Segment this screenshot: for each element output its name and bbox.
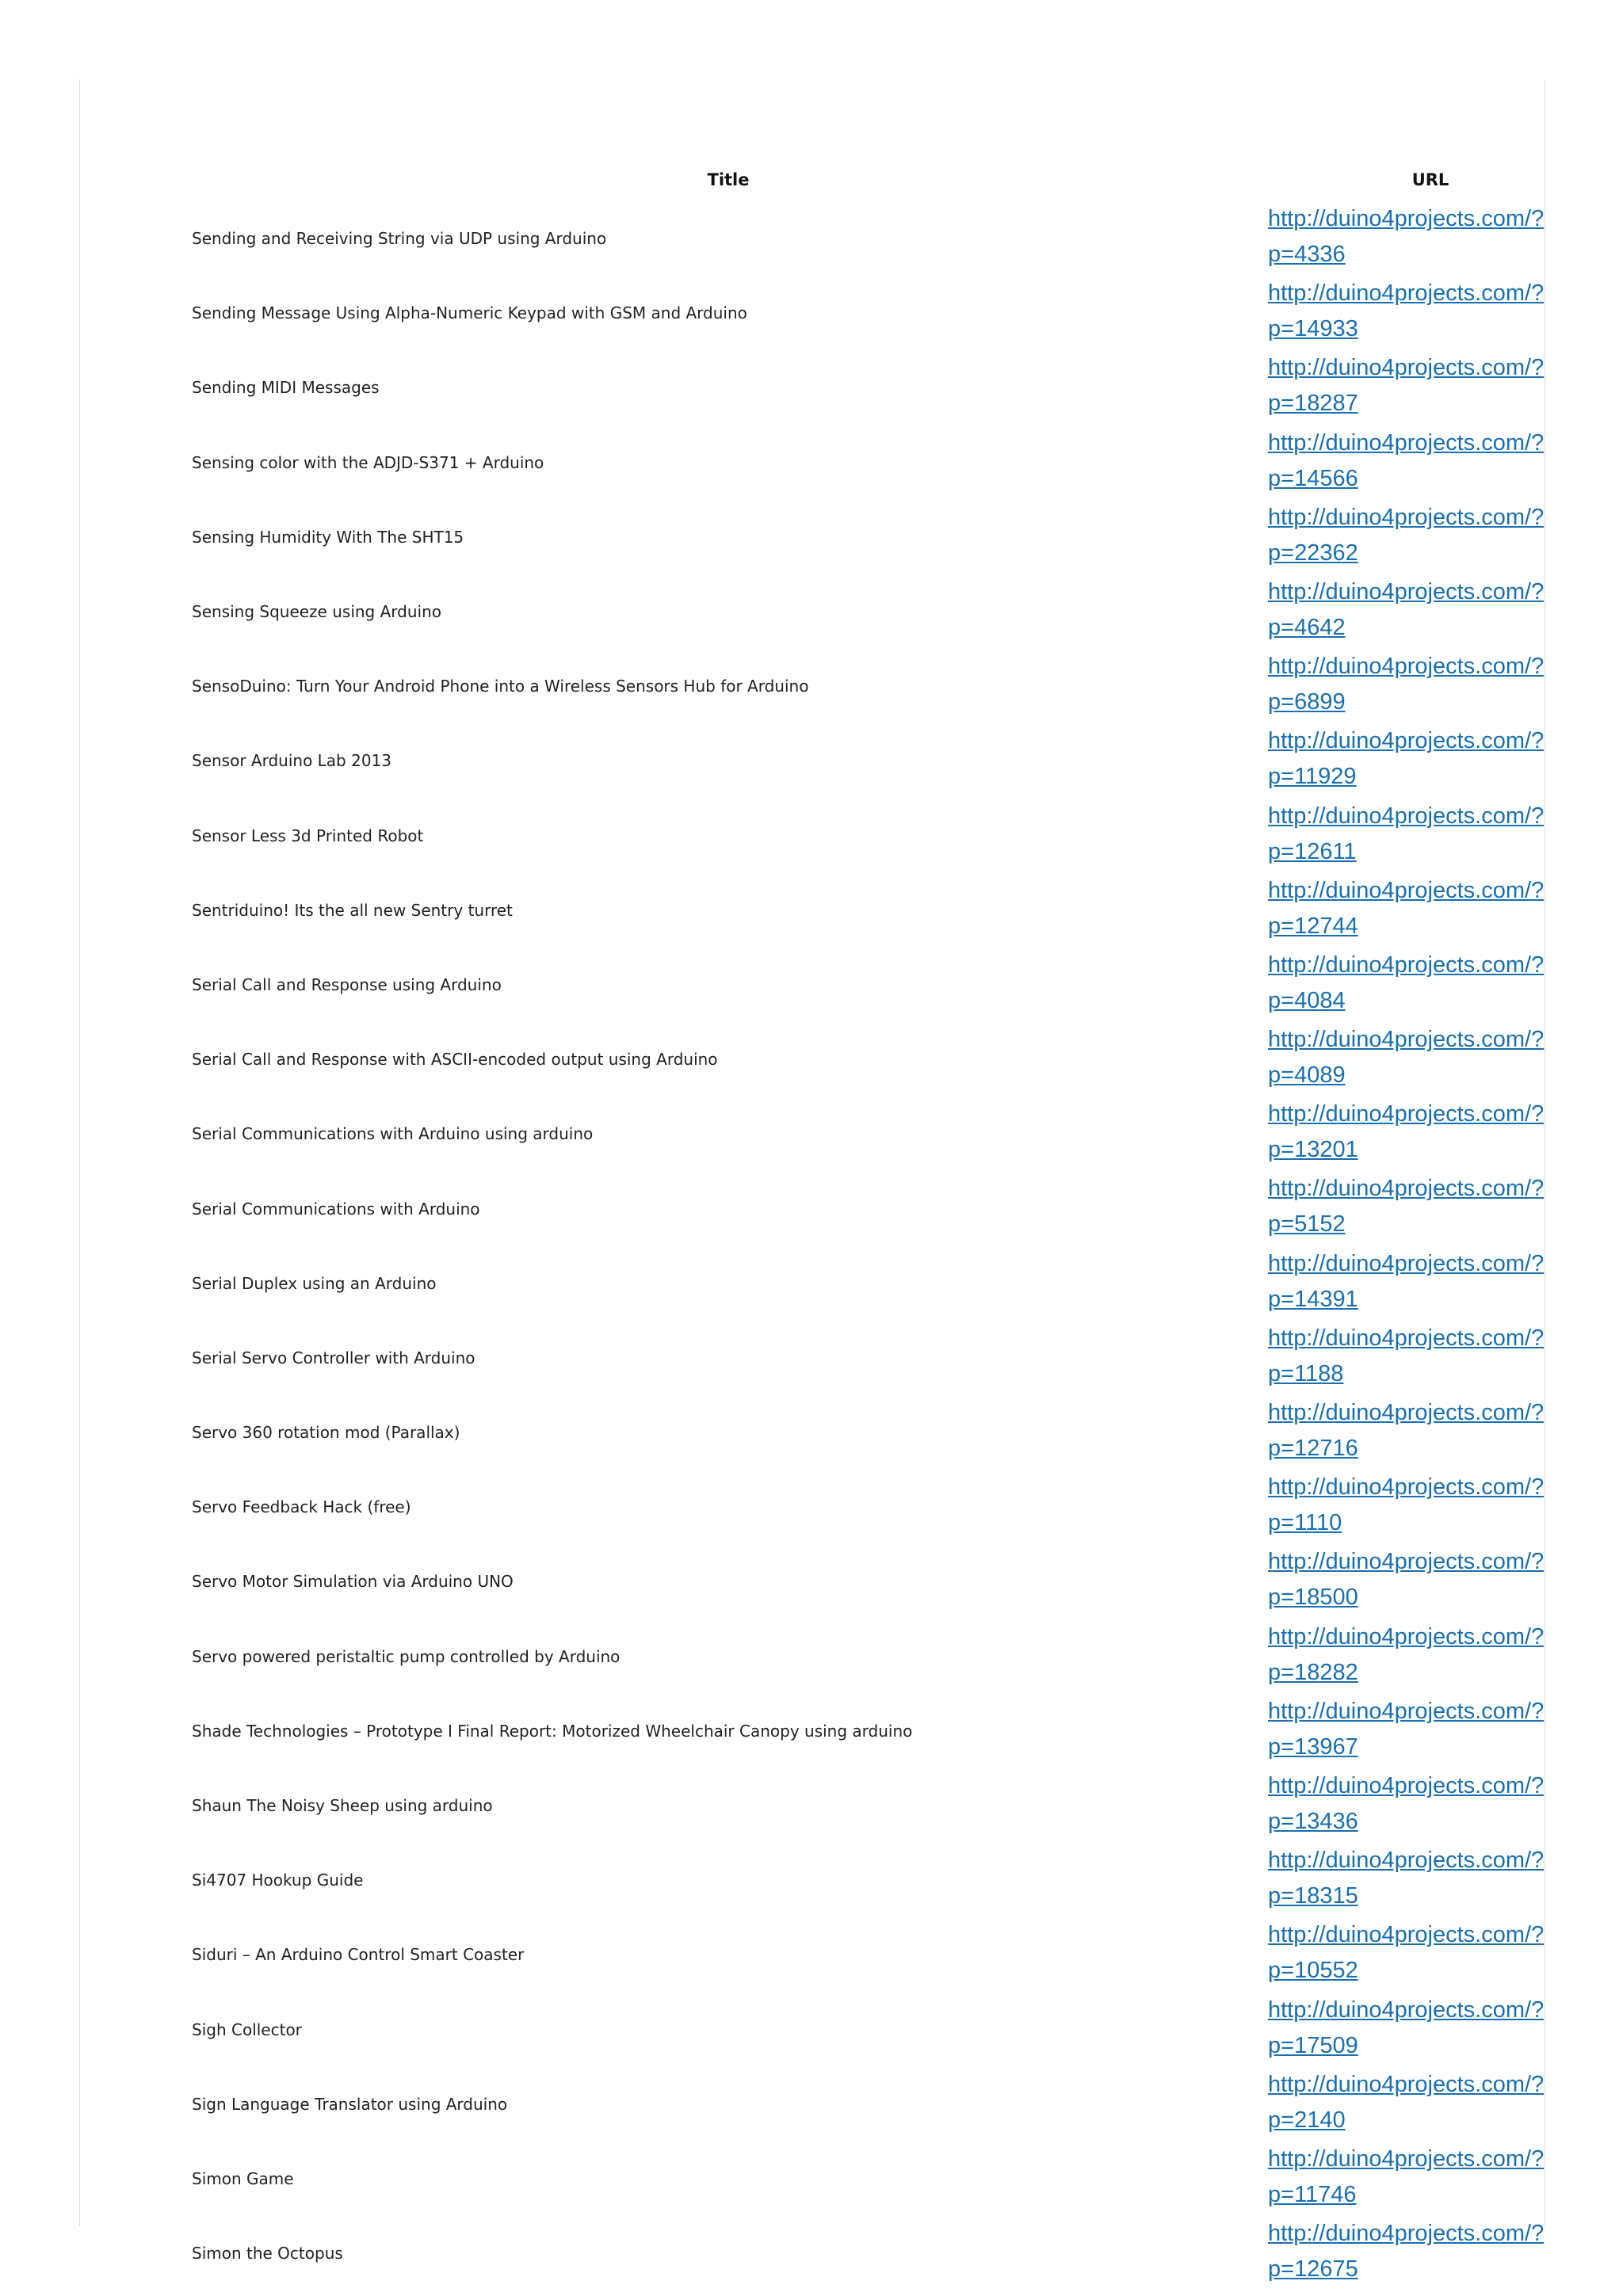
row-url-line1: http://duino4projects.com/? (1268, 1250, 1545, 1276)
row-url-link[interactable] (1268, 2142, 1553, 2213)
row-url-line1: http://duino4projects.com/? (1268, 1623, 1545, 1650)
row-title: Sigh Collector (192, 2019, 302, 2039)
table-row (80, 425, 1545, 500)
column-header-url: URL (1411, 170, 1449, 189)
row-url-line2: p=5152 (1268, 1211, 1346, 1238)
table-row (80, 1321, 1545, 1395)
row-url-line2: p=12716 (1268, 1436, 1358, 1461)
row-url-line1: http://duino4projects.com/? (1268, 1027, 1545, 1053)
row-url-link[interactable] (1268, 350, 1553, 421)
row-url-line2: p=18287 (1268, 391, 1358, 417)
row-url-line2: p=4084 (1268, 987, 1346, 1013)
table-row (80, 1246, 1545, 1321)
row-title: Serial Communications with Arduino (192, 1199, 480, 1219)
row-url-line1: http://duino4projects.com/? (1268, 280, 1545, 307)
row-url-link[interactable] (1268, 873, 1553, 944)
row-url-link[interactable] (1268, 1768, 1553, 1840)
row-url-line1: http://duino4projects.com/? (1268, 429, 1545, 456)
row-url-link[interactable] (1268, 2216, 1553, 2287)
table-row (80, 1768, 1545, 1843)
table-header (80, 168, 1545, 192)
row-url-line2: p=18282 (1268, 1659, 1358, 1685)
table-row (80, 873, 1545, 948)
row-url-link[interactable] (1268, 1321, 1553, 1392)
row-title: Sensing Squeeze using Arduino (192, 602, 441, 622)
row-url-link[interactable] (1268, 201, 1553, 273)
table-row (80, 1022, 1545, 1097)
row-url-line1: http://duino4projects.com/? (1268, 2221, 1545, 2247)
row-url-line2: p=12744 (1268, 913, 1358, 939)
row-url-line1: http://duino4projects.com/? (1268, 1400, 1545, 1425)
row-url-link[interactable] (1268, 425, 1553, 497)
row-url-link[interactable] (1268, 276, 1553, 347)
row-url-line2: p=14933 (1268, 316, 1358, 342)
row-url-line1: http://duino4projects.com/? (1268, 803, 1545, 829)
row-title: Siduri – An Arduino Control Smart Coaster (192, 1945, 525, 1965)
row-title: Shaun The Noisy Sheep using arduino (192, 1796, 493, 1816)
row-url-line1: http://duino4projects.com/? (1268, 355, 1545, 381)
row-url-line1: http://duino4projects.com/? (1268, 728, 1545, 754)
table-row (80, 1993, 1545, 2067)
row-url-line1: http://duino4projects.com/? (1268, 1922, 1545, 1948)
row-url-link[interactable] (1268, 948, 1553, 1019)
row-url-link[interactable] (1268, 1993, 1553, 2064)
row-title: Shade Technologies – Prototype I Final Report: Motorized Wheelchair Canopy using arduino (192, 1721, 913, 1741)
row-url-line1: http://duino4projects.com/? (1268, 1549, 1545, 1575)
row-url-link[interactable] (1268, 1395, 1553, 1466)
row-url-line1: http://duino4projects.com/? (1268, 1848, 1545, 1874)
row-url-link[interactable] (1268, 1917, 1553, 1989)
row-url-line1: http://duino4projects.com/? (1268, 877, 1545, 903)
row-url-line2: p=13201 (1268, 1137, 1358, 1163)
row-title: Servo Feedback Hack (free) (192, 1497, 411, 1517)
table-row (80, 1619, 1545, 1694)
row-title: Sign Language Translator using Arduino (192, 2094, 508, 2114)
row-url-line2: p=14391 (1268, 1286, 1358, 1312)
table-row (80, 799, 1545, 873)
row-url-link[interactable] (1268, 1843, 1553, 1914)
column-header-title: Title (707, 170, 750, 189)
row-url-line2: p=12675 (1268, 2256, 1358, 2283)
row-title: Sensor Arduino Lab 2013 (192, 751, 392, 771)
row-url-line1: http://duino4projects.com/? (1268, 1474, 1545, 1501)
table-row (80, 574, 1545, 649)
row-title: Sentriduino! Its the all new Sentry turret (192, 900, 513, 920)
row-title: Serial Call and Response using Arduino (192, 974, 502, 994)
row-url-line1: http://duino4projects.com/? (1268, 1698, 1545, 1724)
row-title: Sensing Humidity With The SHT15 (192, 527, 464, 547)
table-row (80, 1395, 1545, 1470)
row-url-line2: p=11929 (1268, 764, 1357, 790)
row-title: Sending MIDI Messages (192, 378, 380, 398)
row-url-link[interactable] (1268, 1544, 1553, 1615)
row-url-line2: p=4089 (1268, 1062, 1346, 1089)
row-url-line1: http://duino4projects.com/? (1268, 2145, 1545, 2172)
row-url-line2: p=1188 (1268, 1360, 1344, 1386)
row-url-link[interactable] (1268, 1470, 1553, 1541)
row-url-line2: p=13967 (1268, 1733, 1358, 1760)
row-url-link[interactable] (1268, 1694, 1553, 1765)
row-title: Servo 360 rotation mod (Parallax) (192, 1423, 460, 1443)
row-url-line2: p=1110 (1268, 1510, 1342, 1536)
table-row (80, 201, 1545, 276)
row-url-line1: http://duino4projects.com/? (1268, 1325, 1545, 1351)
row-title: SensoDuino: Turn Your Android Phone into a Wireless Sensors Hub for Arduino (192, 677, 809, 696)
row-title: Serial Call and Response with ASCII-encoded output using Arduino (192, 1050, 718, 1070)
table-row (80, 2216, 1545, 2290)
row-url-line2: p=22362 (1268, 540, 1358, 566)
row-url-line2: p=11746 (1268, 2181, 1357, 2207)
table-body (80, 201, 1545, 2290)
row-url-line1: http://duino4projects.com/? (1268, 1176, 1545, 1202)
row-url-line1: http://duino4projects.com/? (1268, 952, 1545, 978)
row-url-line2: p=4642 (1268, 614, 1346, 640)
table-row (80, 1470, 1545, 1544)
row-url-line2: p=6899 (1268, 689, 1346, 715)
table-row (80, 723, 1545, 798)
row-url-link[interactable] (1268, 2067, 1553, 2138)
table-row (80, 1171, 1545, 1245)
table-row (80, 1544, 1545, 1619)
row-title: Servo Motor Simulation via Arduino UNO (192, 1572, 514, 1592)
table-row (80, 2067, 1545, 2142)
table-row (80, 1097, 1545, 1171)
row-url-line2: p=10552 (1268, 1958, 1358, 1984)
row-title: Sensor Less 3d Printed Robot (192, 826, 424, 845)
row-url-line1: http://duino4projects.com/? (1268, 1772, 1545, 1798)
row-url-link[interactable] (1268, 723, 1553, 795)
table-row (80, 948, 1545, 1022)
row-url-line2: p=18315 (1268, 1883, 1358, 1909)
row-url-line1: http://duino4projects.com/? (1268, 504, 1545, 530)
row-title: Serial Communications with Arduino using arduino (192, 1124, 594, 1144)
row-url-link[interactable] (1268, 574, 1553, 646)
row-url-line1: http://duino4projects.com/? (1268, 2071, 1545, 2097)
table-row (80, 500, 1545, 574)
table-row (80, 350, 1545, 425)
row-title: Serial Servo Controller with Arduino (192, 1348, 475, 1367)
row-url-line1: http://duino4projects.com/? (1268, 654, 1545, 680)
row-title: Simon Game (192, 2168, 294, 2188)
row-url-line1: http://duino4projects.com/? (1268, 1997, 1545, 2023)
table-row (80, 649, 1545, 723)
row-url-line1: http://duino4projects.com/? (1268, 206, 1545, 231)
row-url-link[interactable] (1268, 500, 1553, 571)
row-url-link[interactable] (1268, 1171, 1553, 1242)
table-row (80, 1694, 1545, 1768)
row-url-line2: p=14566 (1268, 465, 1358, 491)
row-url-line2: p=17509 (1268, 2032, 1358, 2058)
row-url-line1: http://duino4projects.com/? (1268, 1101, 1545, 1127)
row-url-line2: p=2140 (1268, 2107, 1346, 2133)
row-url-line2: p=13436 (1268, 1808, 1358, 1834)
row-url-link[interactable] (1268, 1619, 1553, 1691)
row-url-line1: http://duino4projects.com/? (1268, 578, 1545, 605)
row-title: Serial Duplex using an Arduino (192, 1273, 437, 1293)
row-title: Simon the Octopus (192, 2244, 343, 2264)
row-url-line2: p=18500 (1268, 1585, 1358, 1611)
row-title: Servo powered peristaltic pump controlled by Arduino (192, 1646, 621, 1666)
row-title: Sensing color with the ADJD-S371 + Arduino (192, 452, 544, 472)
row-url-link[interactable] (1268, 1022, 1553, 1093)
table-row (80, 2142, 1545, 2216)
row-url-link[interactable] (1268, 1246, 1553, 1318)
row-url-link[interactable] (1268, 799, 1553, 870)
table-row (80, 1843, 1545, 1917)
row-url-link[interactable] (1268, 649, 1553, 720)
row-title: Sending and Receiving String via UDP using Arduino (192, 229, 607, 249)
row-title: Sending Message Using Alpha-Numeric Keypad with GSM and Arduino (192, 303, 747, 323)
table-frame (79, 79, 1545, 2283)
row-url-line2: p=4336 (1268, 242, 1346, 267)
row-url-link[interactable] (1268, 1097, 1553, 1168)
row-title: Si4707 Hookup Guide (192, 1871, 364, 1890)
row-url-line2: p=12611 (1268, 838, 1357, 864)
table-row (80, 1917, 1545, 1992)
table-row (80, 276, 1545, 350)
